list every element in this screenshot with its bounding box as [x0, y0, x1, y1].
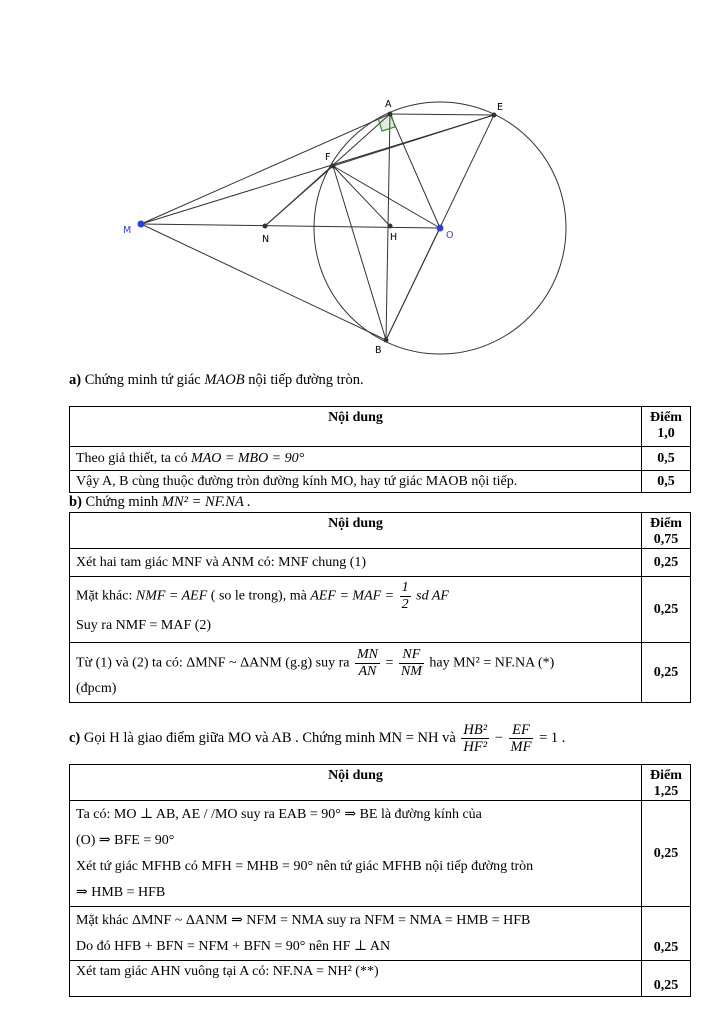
header-content: Nội dung [70, 513, 642, 549]
label-h: H [390, 232, 398, 243]
row-text: Xét hai tam giác MNF và ANM có: MNF chung (1) [70, 549, 642, 577]
label-e: E [497, 102, 504, 113]
point-o [437, 225, 444, 232]
part-c-table [69, 764, 691, 997]
header-content: Nội dung [70, 407, 642, 447]
row-text: Mặt khác ΔMNF ~ ΔANM ⇒ NFM = NMA suy ra NFM = NMA = HMB = HFB Do đó HFB + BFN = NFM + BFN = 90° nên HF ⊥ AN [70, 907, 642, 961]
row-text: Ta có: MO ⊥ AB, AE / /MO suy ra EAB = 90° ⇒ BE là đường kính của (O) ⇒ BFE = 90° Xét tứ giác MFHB có MFH = MHB = 90° nên tứ giác MFHB nội tiếp đường tròn ⇒ HMB = HFB [70, 801, 642, 907]
row-text: Xét tam giác AHN vuông tại A có: NF.NA = NH² (**) [70, 961, 642, 997]
geometry-figure [0, 0, 725, 370]
label-b: B [375, 345, 382, 356]
part-a-table [69, 406, 691, 493]
header-points: Điểm 1,0 [642, 407, 691, 447]
row-points: 0,5 [642, 447, 691, 471]
row-text: Từ (1) và (2) ta có: ΔMNF ~ ΔANM (g.g) suy ra $\frac{MN}{AN}$ = $\frac{NF}{NM}$ hay MN² = NF.NA (*) (đpcm) [70, 643, 642, 703]
row-text: Theo giả thiết, ta có MAO = MBO = 90° [70, 447, 642, 471]
row-text: Mặt khác: NMF = AEF ( so le trong), mà AEF = MAF = $\frac{1}{2}$ sd AF Suy ra NMF = MAF (2) [70, 577, 642, 643]
row-points: 0,25 [642, 907, 691, 961]
label-m: M [123, 225, 132, 236]
row-text: Vậy A, B cùng thuộc đường tròn đường kính MO, hay tứ giác MAOB nội tiếp. [70, 471, 642, 493]
row-points: 0,25 [642, 549, 691, 577]
part-a-label: a) Chứng minh tứ giác MAOB nội tiếp đường tròn. [69, 372, 364, 388]
row-points: 0,25 [642, 577, 691, 643]
row-points: 0,25 [642, 961, 691, 997]
label-o: O [446, 230, 454, 241]
label-n: N [262, 234, 270, 245]
header-content: Nội dung [70, 765, 642, 801]
part-b-table [69, 512, 691, 703]
row-points: 0,25 [642, 643, 691, 703]
part-c-label: c) Gọi H là giao điểm giữa MO và AB . Chứng minh MN = NH và $\frac{\text{HB²}}{\text{HF²}}$ − $\frac{EF}{MF}$ = 1 . [69, 722, 566, 755]
point-m [138, 221, 145, 228]
row-points: 0,25 [642, 801, 691, 907]
part-b-label: b) Chứng minh MN² = NF.NA . [69, 494, 251, 510]
header-points: Điểm 0,75 [642, 513, 691, 549]
row-points: 0,5 [642, 471, 691, 493]
header-points: Điểm 1,25 [642, 765, 691, 801]
label-f: F [325, 152, 331, 163]
label-a: A [385, 99, 392, 110]
